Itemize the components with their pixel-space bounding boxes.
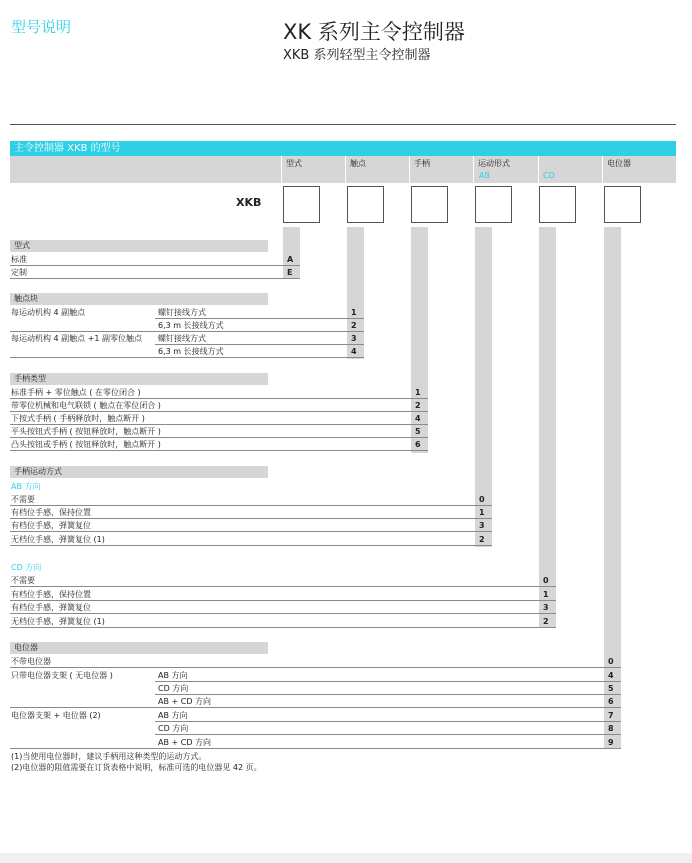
pot-sub-label: AB 方向 [158,711,188,720]
col-handle [411,156,471,183]
code-box-motion-ab [475,186,512,223]
col-divider [409,156,410,183]
row-rule [155,344,364,345]
row-rule [10,586,556,587]
motion-cd-title: CD 方向 [11,563,42,572]
row-rule [10,545,492,546]
motion-cd-label: 有档位手感，保持位置 [11,590,91,599]
row-rule [155,734,621,735]
handle-item-label: 平头按钮式手柄 ( 按钮释放时，触点断开 ) [11,427,161,436]
col-divider [602,156,603,183]
row-rule [10,278,300,279]
code-box-contact [347,186,384,223]
motion-ab-code: 0 [479,495,485,504]
col-motion-ab: AB [479,171,490,180]
handle-item-code: 5 [415,427,421,436]
motion-section-title: 手柄运动方式 [14,467,62,476]
contact-sub-label: 6,3 m 长接线方式 [158,347,224,356]
pot-group-label: 电位器支架 + 电位器 (2) [11,711,101,720]
contact-group-label: 每运动机构 4 副触点 +1 副零位触点 [11,334,143,343]
pot-sub-label: AB 方向 [158,671,188,680]
row-rule [10,667,621,668]
motion-ab-title: AB 方向 [11,482,41,491]
type-item-label: 定制 [11,268,27,277]
bottom-strip [0,853,692,863]
row-rule [10,411,428,412]
col-divider [538,156,539,183]
col-handle-label: 手柄 [414,159,430,168]
pot-sub-label: AB + CD 方向 [158,738,212,747]
col-motion-cd: CD [543,171,555,180]
pot-section-title: 电位器 [14,643,38,652]
type-item-code: E [287,268,293,277]
type-section-header [10,240,268,252]
type-item-label: 标准 [11,255,27,264]
handle-section-title: 手柄类型 [14,374,46,383]
column-bar-motion-cd [539,227,556,628]
motion-ab-code: 3 [479,521,485,530]
section-label: 型号说明 [11,18,72,36]
col-model-label: 型式 [286,159,302,168]
code-prefix: XKB [236,196,262,209]
page-subtitle: XKB 系列轻型主令控制器 [283,48,431,63]
motion-ab-label: 无档位手感，弹簧复位 (1) [11,535,105,544]
motion-cd-code: 0 [543,576,549,585]
row-rule [155,721,621,722]
pot-code: 8 [608,724,614,733]
contact-sub-label: 螺钉接线方式 [158,308,206,317]
row-rule [10,331,364,332]
top-rule [10,124,676,125]
row-rule [155,681,621,682]
col-motion-label: 运动形式 [478,159,510,168]
row-rule [10,748,621,749]
handle-item-label: 带零位机械和电气联锁 ( 触点在零位闭合 ) [11,401,161,410]
motion-cd-label: 有档位手感，弹簧复位 [11,603,91,612]
pot-code: 4 [608,671,614,680]
contact-section-header [10,293,268,305]
pot-none-code: 0 [608,657,614,666]
section-band [10,141,676,156]
col-contact-label: 触点 [350,159,366,168]
handle-item-label: 标准手柄 + 零位触点 ( 在零位闭合 ) [11,388,141,397]
row-rule [10,265,300,266]
col-model [283,156,343,183]
motion-cd-code: 1 [543,590,549,599]
handle-item-label: 下按式手柄 ( 手柄释放时，触点断开 ) [11,414,145,423]
row-rule [10,450,428,451]
pot-sub-label: CD 方向 [158,724,189,733]
footnote: (2)电位器的阻值需要在订货表格中说明，标准可选的电位器见 42 页。 [11,763,262,772]
pot-none-label: 不带电位器 [11,657,51,666]
col-contact [347,156,407,183]
col-divider [345,156,346,183]
code-box-handle [411,186,448,223]
pot-sub-label: CD 方向 [158,684,189,693]
row-rule [155,694,621,695]
row-rule [10,424,428,425]
pot-group-label: 只带电位器支架 ( 无电位器 ) [11,671,113,680]
row-rule [155,318,364,319]
contact-sub-label: 螺钉接线方式 [158,334,206,343]
handle-item-label: 凸头按钮或手柄 ( 按钮释放时，触点断开 ) [11,440,161,449]
contact-code: 3 [351,334,357,343]
pot-code: 6 [608,697,614,706]
handle-section-header [10,373,268,385]
handle-item-code: 6 [415,440,421,449]
row-rule [10,505,492,506]
col-pot [604,156,676,183]
row-rule [10,531,492,532]
contact-section-title: 触点块 [14,294,38,303]
motion-ab-label: 不需要 [11,495,35,504]
handle-item-code: 1 [415,388,421,397]
type-item-code: A [287,255,294,264]
contact-code: 4 [351,347,357,356]
page-title: XK 系列主令控制器 [283,20,465,44]
row-rule [10,518,492,519]
handle-item-code: 4 [415,414,421,423]
motion-ab-label: 有档位手感，保持位置 [11,508,91,517]
code-box-pot [604,186,641,223]
code-box-model [283,186,320,223]
footnote: (1)当使用电位器时，建议手柄用这种类型的运动方式。 [11,752,207,761]
row-rule [10,707,621,708]
motion-cd-label: 无档位手感，弹簧复位 (1) [11,617,105,626]
pot-sub-label: AB + CD 方向 [158,697,212,706]
contact-code: 1 [351,308,357,317]
contact-group-label: 每运动机构 4 副触点 [11,308,86,317]
contact-sub-label: 6,3 m 长接线方式 [158,321,224,330]
motion-ab-code: 2 [479,535,485,544]
col-divider [281,156,282,183]
col-pot-label: 电位器 [607,159,631,168]
col-divider [473,156,474,183]
pot-code: 9 [608,738,614,747]
row-rule [10,600,556,601]
pot-code: 7 [608,711,614,720]
motion-ab-label: 有档位手感，弹簧复位 [11,521,91,530]
motion-cd-label: 不需要 [11,576,35,585]
contact-code: 2 [351,321,357,330]
handle-item-code: 2 [415,401,421,410]
pot-section-header [10,642,268,654]
type-section-title: 型式 [14,241,30,250]
code-box-motion-cd [539,186,576,223]
motion-cd-code: 3 [543,603,549,612]
motion-cd-code: 2 [543,617,549,626]
motion-ab-code: 1 [479,508,485,517]
motion-section-header [10,466,268,478]
row-rule [10,398,428,399]
row-rule [10,613,556,614]
row-rule [10,627,556,628]
section-band-title: 主令控制器 XKB 的型号 [14,143,121,154]
pot-code: 5 [608,684,614,693]
row-rule [10,437,428,438]
row-rule [10,357,364,358]
